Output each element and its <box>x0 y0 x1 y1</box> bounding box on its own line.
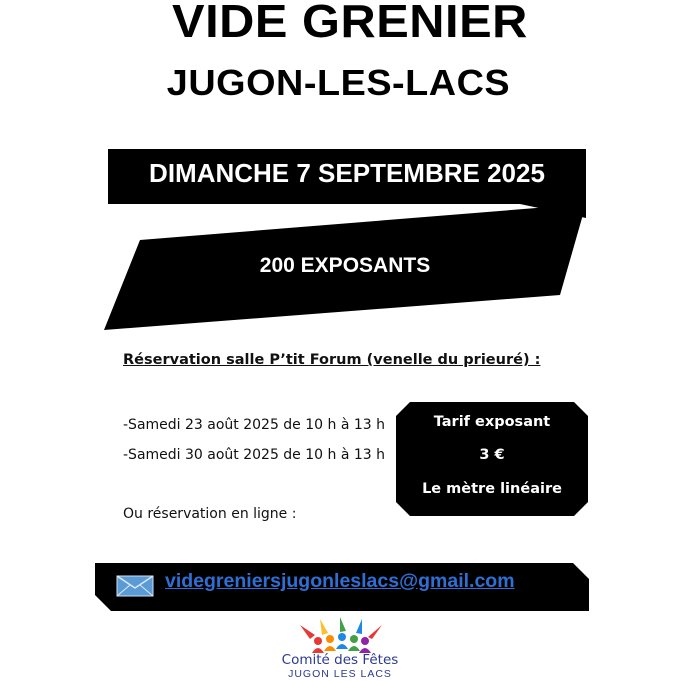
reservation-heading: Réservation salle P’tit Forum (venelle du prieuré) : <box>123 352 541 368</box>
email-link[interactable]: videgreniersjugonleslacs@gmail.com <box>165 570 515 592</box>
tarif-price: 3 € <box>479 447 505 463</box>
reservation-date-1: -Samedi 23 août 2025 de 10 h à 13 h <box>123 417 386 433</box>
comite-logo-icon <box>290 617 390 657</box>
tarif-label: Tarif exposant <box>433 414 551 430</box>
event-date: DIMANCHE 7 SEPTEMBRE 2025 <box>149 158 545 188</box>
online-reservation-label: Ou réservation en ligne : <box>123 506 297 522</box>
tarif-unit: Le mètre linéaire <box>422 481 562 497</box>
logo-title: Comité des Fêtes <box>281 652 399 668</box>
logo-subtitle: JUGON LES LACS <box>288 668 392 680</box>
poster-subtitle: JUGON-LES-LACS <box>166 62 511 103</box>
poster-title: VIDE GRENIER <box>172 0 528 47</box>
envelope-icon <box>116 575 154 597</box>
reservation-date-2: -Samedi 30 août 2025 de 10 h à 13 h <box>123 447 386 463</box>
exposants-count: 200 EXPOSANTS <box>259 254 431 277</box>
